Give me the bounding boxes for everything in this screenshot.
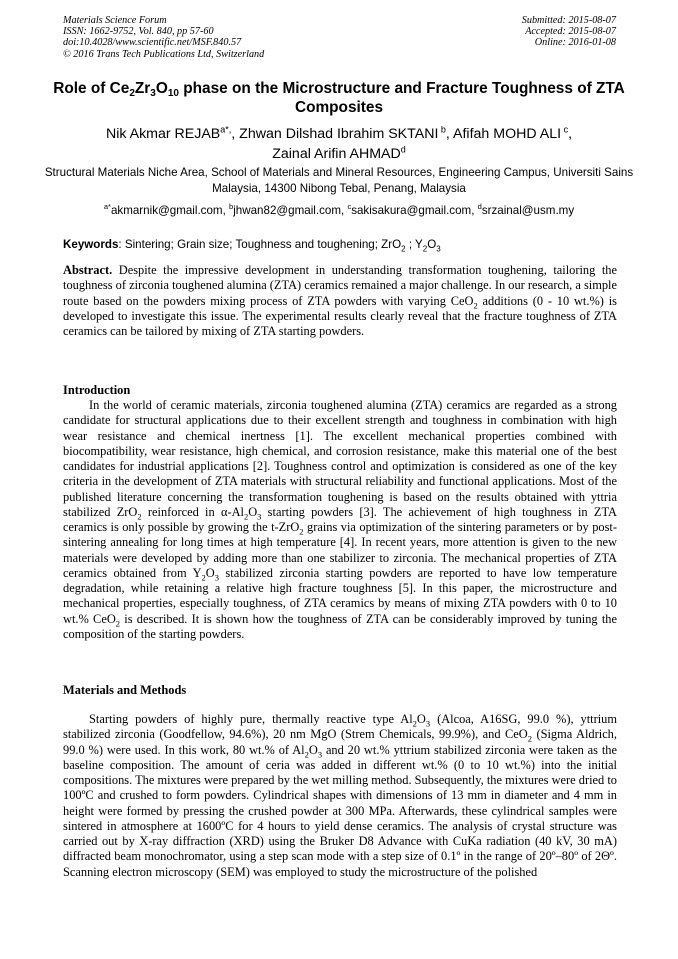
online-date: Online: 2016-01-08 bbox=[534, 37, 616, 49]
email-link[interactable]: sakisakura@gmail.com, bbox=[351, 204, 478, 217]
accepted-date: Accepted: 2015-08-07 bbox=[525, 26, 616, 38]
affiliation: Structural Materials Niche Area, School of Materials and Mineral Resources, Engineering Campus, Universiti Sains Malaysia, 14300 Nibong Tebal, Penang, Malaysia bbox=[44, 166, 634, 195]
keywords: Keywords: Sintering; Grain size; Toughness and toughening; ZrO$_2$ ; $Y_2O_3$ bbox=[63, 238, 441, 254]
author-name: Nik Akmar REJAB bbox=[105, 126, 221, 142]
journal-issn: ISSN: 1662-9752, Vol. 840, pp 57-60 bbox=[63, 26, 214, 38]
keywords-label: Keywords bbox=[63, 238, 119, 251]
author-list: Nik Akmar $REJAB^{a*,}$, Zhwan Dilshad Ibrahim SKTANI $^b$, Afifah MOHD ALI $^c$, Zainal Arifin AHMAD$^d$ bbox=[105, 124, 573, 162]
abstract: Abstract. Despite the impressive development in understanding transformation toughening, tailoring the toughness of zirconia toughened alumina (ZTA) ceramics remained a major challenge. In our research, a simple route based on the powders mixing process of ZTA powders with varying CeO$_2$ additions (0 - 10 wt.%) is developed to investigate this issue. The experimental results clearly reveal that the fracture toughness of ZTA ceramics can be tailored by mixing of ZTA starting powders. bbox=[63, 263, 617, 338]
methods-heading: Materials and Methods bbox=[63, 683, 187, 697]
journal-name: Materials Science Forum bbox=[63, 15, 167, 26]
introduction-text: In the world of ceramic materials, zirconia toughened alumina (ZTA) ceramics are regarded as a strong candidate for structural applications due to their excellent strength and toughness in combination with high wear resistance and chemical inertness [1]. The excellent mechanical properties combined with biocompatibility, wear resistance, high chemical, and corrosion resistance, make this material one of the best candidates for industrial applications [2]. Toughness control and optimization is considered as one of the key criteria in the development of ZTA materials with structural reliability and functional applications. Most of the published literature concerning the transformation toughening is based on the results obtained with yttria stabilized ZrO$_2$ reinforced in $\alpha-Al_2O_3$ starting powders [3]. The achievement of high toughness in ZTA ceramics is only possible by growing the t-ZrO$_2$ grains via optimization of the sintering parameters or by post-sintering annealing for long times at high temperature [4]. In recent years, more attention is given to the new materials were developed by adding more than one stabilizer to zirconia. The mechanical properties of ZTA ceramics obtained from $Y_2O_3$ stabilized zirconia starting powders are reported to have low temperature degradation, while retaining a relative high fracture toughness [5]. In this paper, the microstructure and mechanical properties, especially toughness, of ZTA ceramics by means of mixing ZTA powders with 0 to 10 wt.% CeO$_2$ is described. It is shown how the toughness of ZTA can be considerably improved by tuning the composition of the starting powders. bbox=[63, 398, 618, 641]
journal-copyright: © 2016 Trans Tech Publications Ltd, Switzerland bbox=[63, 48, 265, 60]
author-emails: $^{a*}$akmarnik@gmail.com, $^b$jhwan82@gmail.com, $^c$sakisakura@gmail.com, $^d$srzainal@usm.my bbox=[103, 202, 575, 217]
dates-header bbox=[522, 15, 616, 49]
introduction-heading: Introduction bbox=[63, 383, 131, 397]
email-link[interactable]: jhwan82@gmail.com, bbox=[233, 204, 348, 217]
author-name: Zainal Arifin AHMAD bbox=[272, 146, 401, 162]
author-name: Afifah MOHD ALI bbox=[453, 126, 562, 142]
submitted-date: Submitted: 2015-08-07 bbox=[521, 15, 616, 26]
journal-header bbox=[63, 15, 264, 60]
abstract-label: Abstract. bbox=[63, 263, 113, 277]
journal-doi: doi:10.4028/www.scientific.net/MSF.840.57 bbox=[63, 37, 242, 49]
author-name: Zhwan Dilshad Ibrahim SKTANI bbox=[239, 126, 439, 142]
email-link[interactable]: akmarnik@gmail.com, bbox=[110, 204, 230, 217]
paper-title: Role of $Ce_2Zr_3O_{10}$ phase on the Microstructure and Fracture Toughness of ZTA Composites bbox=[53, 80, 625, 116]
email-link[interactable]: srzainal@usm.my bbox=[481, 204, 575, 217]
methods-text: Starting powders of highly pure, thermally reactive type $Al_2O_3$ (Alcoa, A16SG, 99.0 %), yttrium stabilized zirconia (Goodfellow, 94.6%), 20 nm MgO (Strem Chemicals, 99.9%), and CeO$_2$ (Sigma Aldrich, 99.0 %) were used. In this work, 80 wt.% of $Al_2O_3$ and 20 wt.% yttrium stabilized zirconia were taken as the baseline composition. The amount of ceria was added in different wt.% (0 to 10 wt.%) into the initial compositions. The mixtures were prepared by the wet milling method. Subsequently, the mixtures were dried to 100ºC and crushed to form powders. Cylindrical shapes with dimensions of 13 mm in diameter and 4 mm in height were formed by pressing the crushed powder at 300 MPa. Afterwards, these cylindrical samples were sintered in atmosphere at 1600ºC for 4 hours to yield dense ceramics. The analysis of crystal structure was carried out by X-ray diffraction (XRD) using the Bruker D8 Advance with CuKa radiation (40 kV, 30 mA) diffracted beam monochromator, using a step scan mode with a step size of 0.1º in the range of 20º–80º of 2Θº. Scanning electron microscopy (SEM) was employed to study the microstructure of the polished bbox=[63, 712, 617, 879]
